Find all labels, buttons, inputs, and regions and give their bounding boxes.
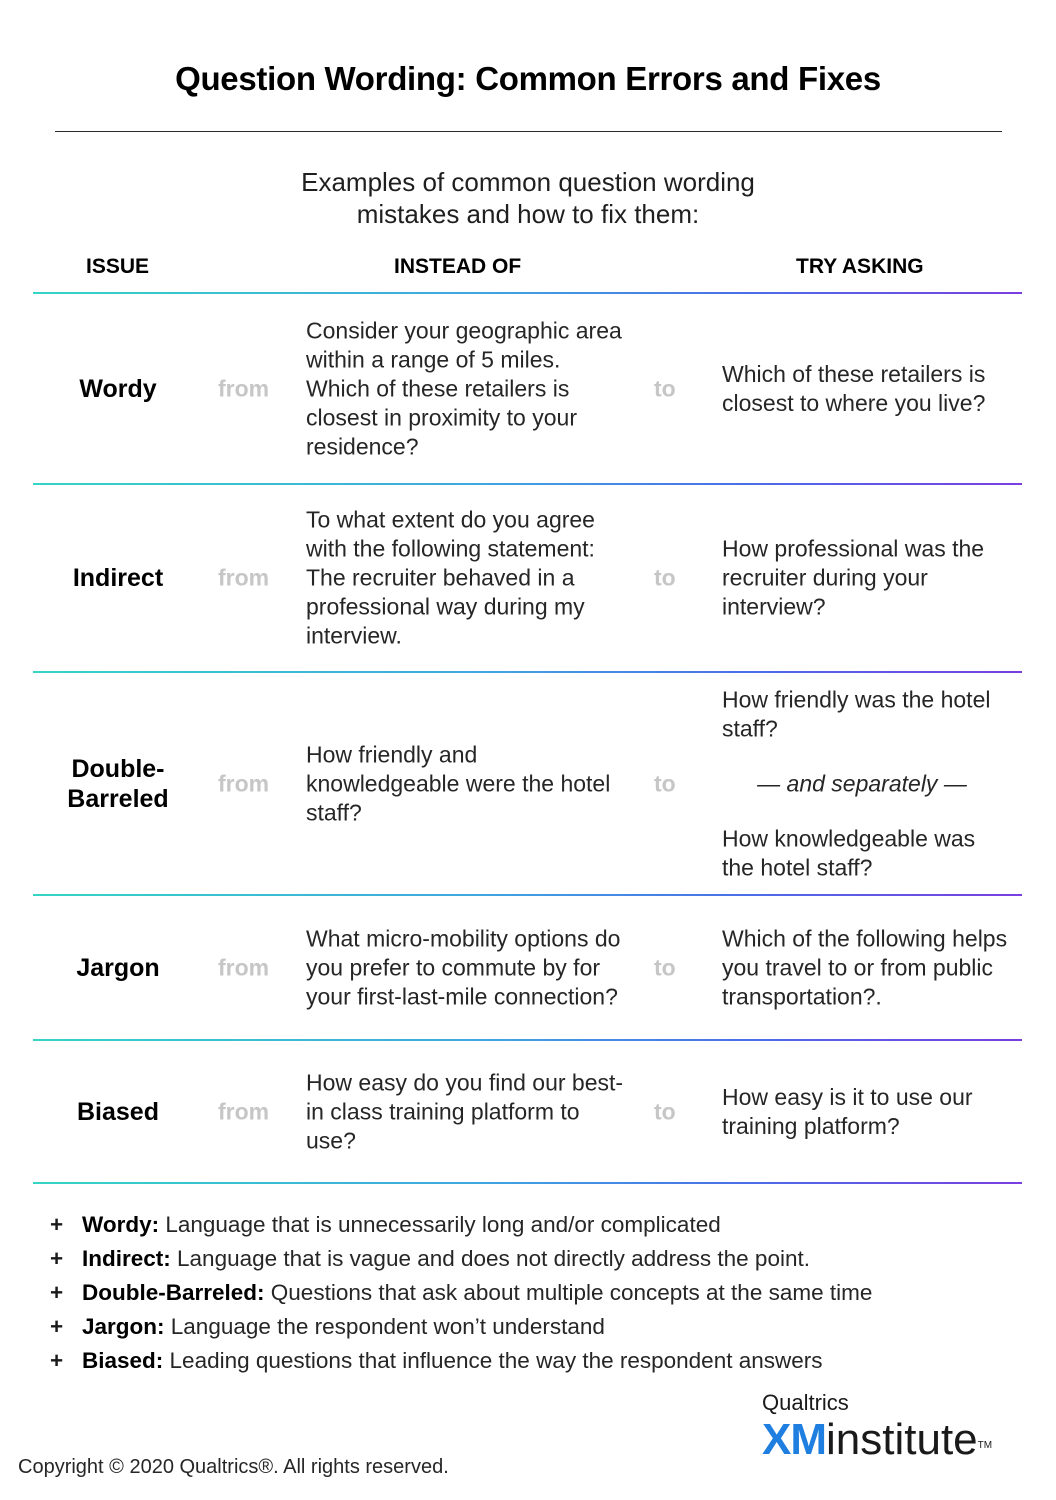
definition-item (50, 1344, 872, 1378)
definition-item (50, 1310, 872, 1344)
definition-term: Jargon: (82, 1314, 165, 1339)
try-asking-text: How professional was the recruiter during your interview? (722, 535, 985, 620)
definition-item (50, 1276, 872, 1310)
definitions-list (50, 1208, 872, 1378)
table-divider (33, 1182, 1022, 1184)
try-asking-text: How easy is it to use our training platform? (722, 1084, 973, 1139)
page-subtitle (0, 166, 1056, 230)
from-connector: from (218, 375, 270, 402)
definition-text: Leading questions that influence the way the respondent answers (169, 1348, 823, 1373)
table-divider (33, 671, 1022, 673)
table-divider (33, 483, 1022, 485)
definition-term: Indirect: (82, 1246, 171, 1271)
from-connector: from (218, 954, 270, 981)
to-connector: to (654, 564, 676, 591)
definition-term: Biased: (82, 1348, 164, 1373)
definition-text: Questions that ask about multiple concepts at the same time (270, 1280, 873, 1305)
instead-of-text: To what extent do you agree with the following statement: The recruiter behaved in a professional way during my interview. (306, 506, 595, 649)
definition-item (50, 1208, 872, 1242)
try-asking-text-2: How knowledgeable was the hotel staff? (722, 825, 976, 881)
issue-label: Biased (77, 1098, 159, 1126)
title-divider (55, 131, 1002, 132)
column-header-issue: ISSUE (86, 255, 150, 278)
table-divider (33, 292, 1022, 294)
definition-text: Language that is unnecessarily long and/or complicated (165, 1212, 721, 1237)
logo-trademark: TM (977, 1440, 993, 1451)
try-asking-group (722, 686, 1012, 883)
copyright-text: Copyright © 2020 Qualtrics®. All rights reserved. (18, 1456, 449, 1478)
to-connector: to (654, 770, 676, 797)
to-connector: to (654, 375, 676, 402)
plus-icon: + (50, 1212, 64, 1237)
subtitle-line-2: mistakes and how to fix them: (356, 199, 700, 229)
try-asking-text-1: How friendly was the hotel staff? (722, 686, 991, 742)
page-title: Question Wording: Common Errors and Fixes (175, 60, 881, 97)
issue-label: Wordy (79, 375, 157, 403)
plus-icon: + (50, 1280, 64, 1305)
column-header-try-asking: TRY ASKING (796, 255, 924, 278)
try-asking-text: Which of these retailers is closest to where you live? (722, 361, 986, 416)
instead-of-text: What micro-mobility options do you prefer to commute by for your first-last-mile connection? (306, 925, 621, 1010)
logo-xm-text: XM (762, 1415, 826, 1464)
table-divider (33, 894, 1022, 896)
instead-of-text: Consider your geographic area within a range of 5 miles. Which of these retailers is closest in proximity to your residence? (306, 317, 622, 460)
issue-label: Double-Barreled (67, 755, 169, 813)
from-connector: from (218, 1098, 270, 1125)
logo-wordmark (762, 1416, 992, 1464)
definition-term: Double-Barreled: (82, 1280, 265, 1305)
try-asking-text: Which of the following helps you travel to or from public transportation?. (722, 925, 1008, 1010)
definition-text: Language the respondent won’t understand (170, 1314, 605, 1339)
separator-text: — and separately — (757, 770, 967, 797)
instead-of-text: How friendly and knowledgeable were the hotel staff? (306, 741, 611, 826)
definition-item (50, 1242, 872, 1276)
table-divider (33, 1039, 1022, 1041)
from-connector: from (218, 770, 270, 797)
logo-institute-text: institute (826, 1415, 978, 1464)
to-connector: to (654, 1098, 676, 1125)
instead-of-text: How easy do you find our best-in class training platform to use? (306, 1069, 624, 1154)
issue-label: Indirect (72, 564, 164, 592)
logo-brand-text: Qualtrics (762, 1390, 849, 1415)
subtitle-line-1: Examples of common question wording (301, 167, 755, 197)
to-connector: to (654, 954, 676, 981)
plus-icon: + (50, 1348, 64, 1373)
from-connector: from (218, 564, 270, 591)
definition-text: Language that is vague and does not directly address the point. (177, 1246, 810, 1271)
plus-icon: + (50, 1246, 64, 1271)
qualtrics-xm-institute-logo (762, 1390, 992, 1464)
definition-term: Wordy: (82, 1212, 160, 1237)
issue-label: Jargon (76, 954, 160, 982)
column-header-instead-of: INSTEAD OF (394, 255, 522, 278)
plus-icon: + (50, 1314, 64, 1339)
